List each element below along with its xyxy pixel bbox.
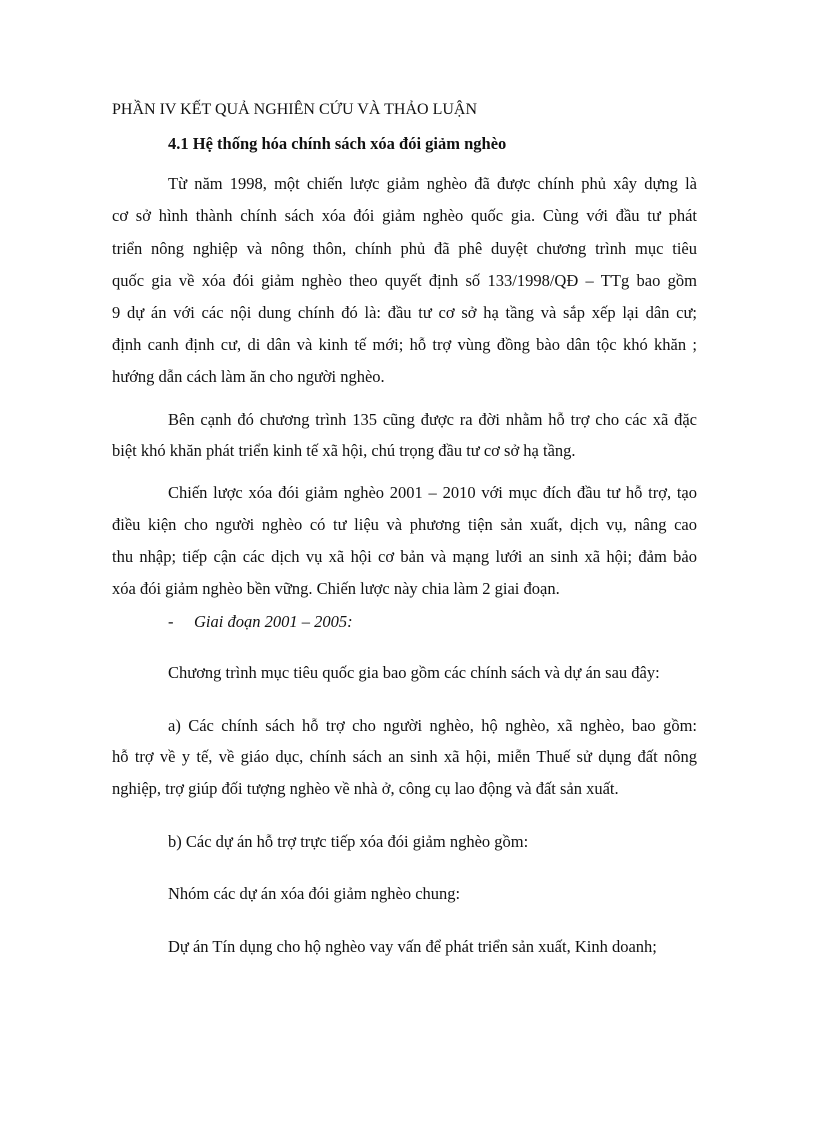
paragraph-line: hỗ trợ về y tế, về giáo dục, chính sách an sinh xã hội, miễn Thuế sử dụng đất nông [112,747,697,766]
paragraph-line: điều kiện cho người nghèo có tư liệu và phương tiện sản xuất, dịch vụ, nâng cao [112,515,697,534]
paragraph-line: biệt khó khăn phát triển kinh tế xã hội, chú trọng đầu tư cơ sở hạ tầng. [112,441,576,460]
paragraph-line: xóa đói giảm nghèo bền vững. Chiến lược này chia làm 2 giai đoạn. [112,579,560,598]
paragraph-line: b) Các dự án hỗ trợ trực tiếp xóa đói giảm nghèo gồm: [168,832,529,851]
paragraph-line: 9 dự án với các nội dung chính đó là: đầu tư cơ sở hạ tầng và sắp xếp lại dân cư; [112,303,697,322]
paragraph-line: cơ sở hình thành chính sách xóa đói giảm nghèo quốc gia. Cùng với đầu tư phát [112,206,697,225]
paragraph-line: quốc gia về xóa đói giảm nghèo theo quyết định số 133/1998/QĐ – TTg bao gồm [112,271,697,290]
paragraph-line: a) Các chính sách hỗ trợ cho người nghèo, hộ nghèo, xã nghèo, bao gồm: [168,716,697,735]
section-heading: PHẦN IV KẾT QUẢ NGHIÊN CỨU VÀ THẢO LUẬN [112,101,477,118]
paragraph-line: thu nhập; tiếp cận các dịch vụ xã hội cơ bản và mạng lưới an sinh xã hội; đảm bảo [112,547,697,566]
paragraph-line: Chiến lược xóa đói giảm nghèo 2001 – 2010 với mục đích đầu tư hỗ trợ, tạo [168,483,697,502]
bullet-text: Giai đoạn 2001 – 2005: [194,612,353,631]
bullet-dash: - [168,612,174,631]
paragraph-line: Chương trình mục tiêu quốc gia bao gồm các chính sách và dự án sau đây: [168,663,660,682]
paragraph-line: Bên cạnh đó chương trình 135 cũng được ra đời nhằm hỗ trợ cho các xã đặc [168,410,697,429]
paragraph-line: triển nông nghiệp và nông thôn, chính phủ đã phê duyệt chương trình mục tiêu [112,239,697,258]
paragraph-line: Từ năm 1998, một chiến lược giảm nghèo đã được chính phủ xây dựng là [168,174,697,193]
paragraph-line: Dự án Tín dụng cho hộ nghèo vay vấn để phát triển sản xuất, Kinh doanh; [168,937,657,956]
paragraph-line: nghiệp, trợ giúp đối tượng nghèo về nhà ở, công cụ lao động và đất sản xuất. [112,779,619,798]
paragraph-line: hướng dẫn cách làm ăn cho người nghèo. [112,367,385,386]
paragraph-line: định canh định cư, di dân và kinh tế mới; hỗ trợ vùng đồng bào dân tộc khó khăn ; [112,335,697,354]
subsection-heading: 4.1 Hệ thống hóa chính sách xóa đói giảm nghèo [168,134,507,153]
paragraph-line: Nhóm các dự án xóa đói giảm nghèo chung: [168,884,461,903]
